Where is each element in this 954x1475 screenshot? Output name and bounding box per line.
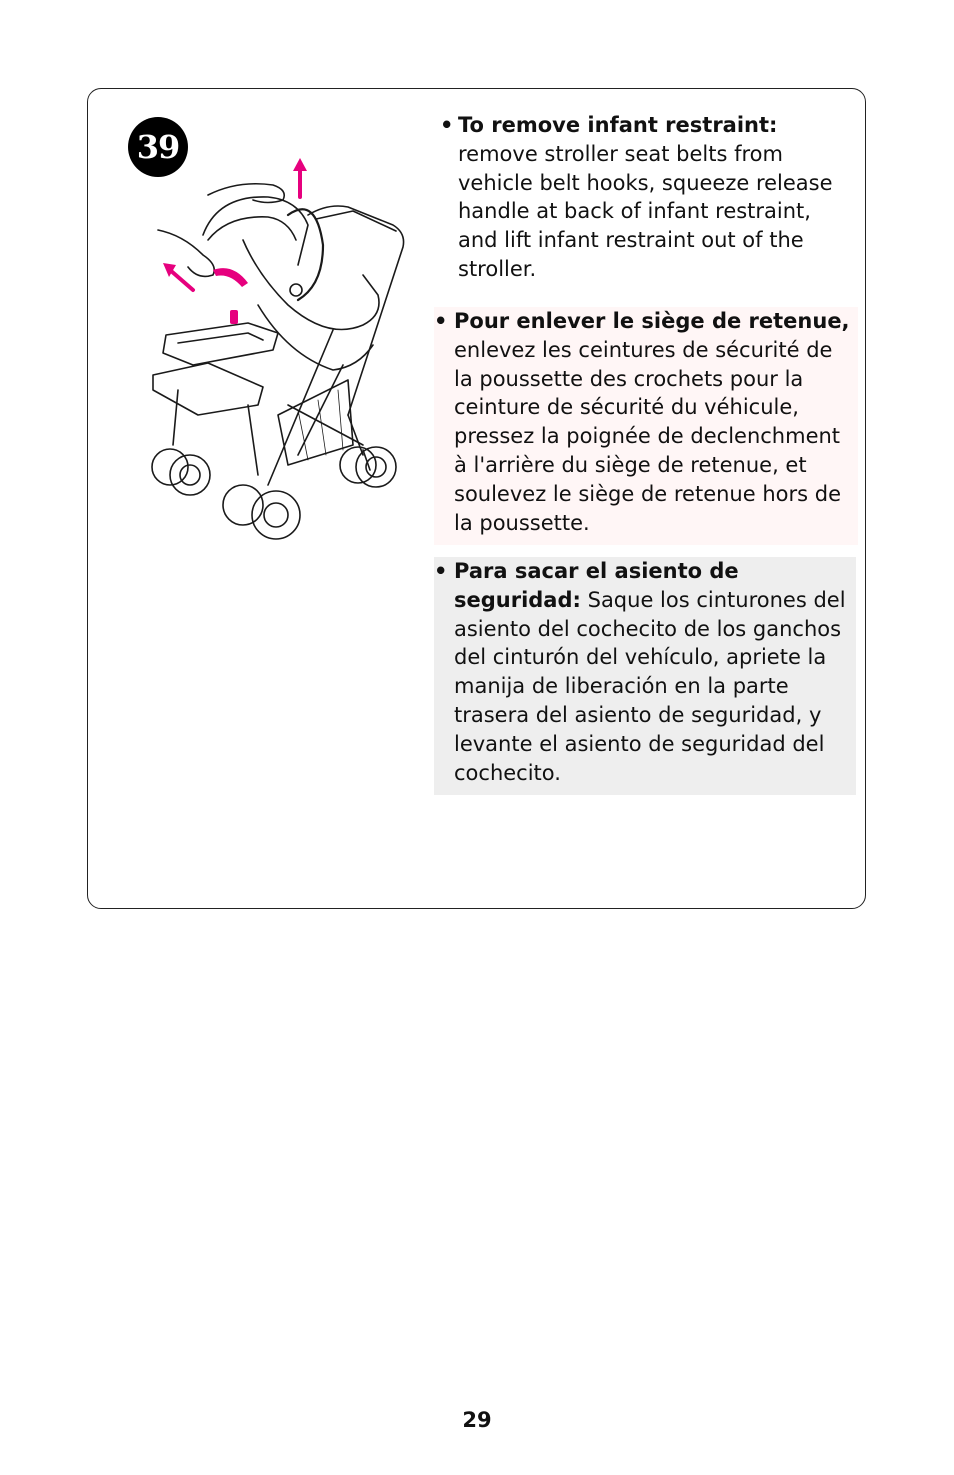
heading-en: To remove infant restraint: <box>458 113 778 137</box>
heading-es: Para sacar el asiento de seguridad: <box>454 559 739 612</box>
bullet-en: • <box>440 113 454 137</box>
body-es: Saque los cinturones del asiento del cochecito de los ganchos del cinturón del vehículo, apriete la manija de liberación en la parte trasera del asiento de seguridad, y levante el asiento de seguridad del cochecito. <box>454 587 846 785</box>
bullet-fr: • <box>434 309 448 333</box>
body-en: remove stroller seat belts from vehicle belt hooks, squeeze release handle at back of infant restraint, and lift infant restraint out of the stroller. <box>458 141 833 281</box>
step-number: 39 <box>136 128 180 166</box>
instruction-french <box>434 307 858 545</box>
body-fr: enlevez les ceintures de sécurité de la poussette des crochets pour la ceinture de sécurité du véhicule, pressez la poignée de declenchment à l'arrière du siège de retenue, et soulevez le siège de retenue hors de la poussette. <box>454 337 841 535</box>
bullet-es: • <box>434 559 448 583</box>
instruction-english <box>440 111 850 284</box>
page-number: 29 <box>462 1408 492 1432</box>
instruction-spanish <box>434 557 856 795</box>
heading-fr: Pour enlever le siège de retenue, <box>454 309 850 333</box>
stroller-infant-seat-illustration <box>148 155 418 555</box>
